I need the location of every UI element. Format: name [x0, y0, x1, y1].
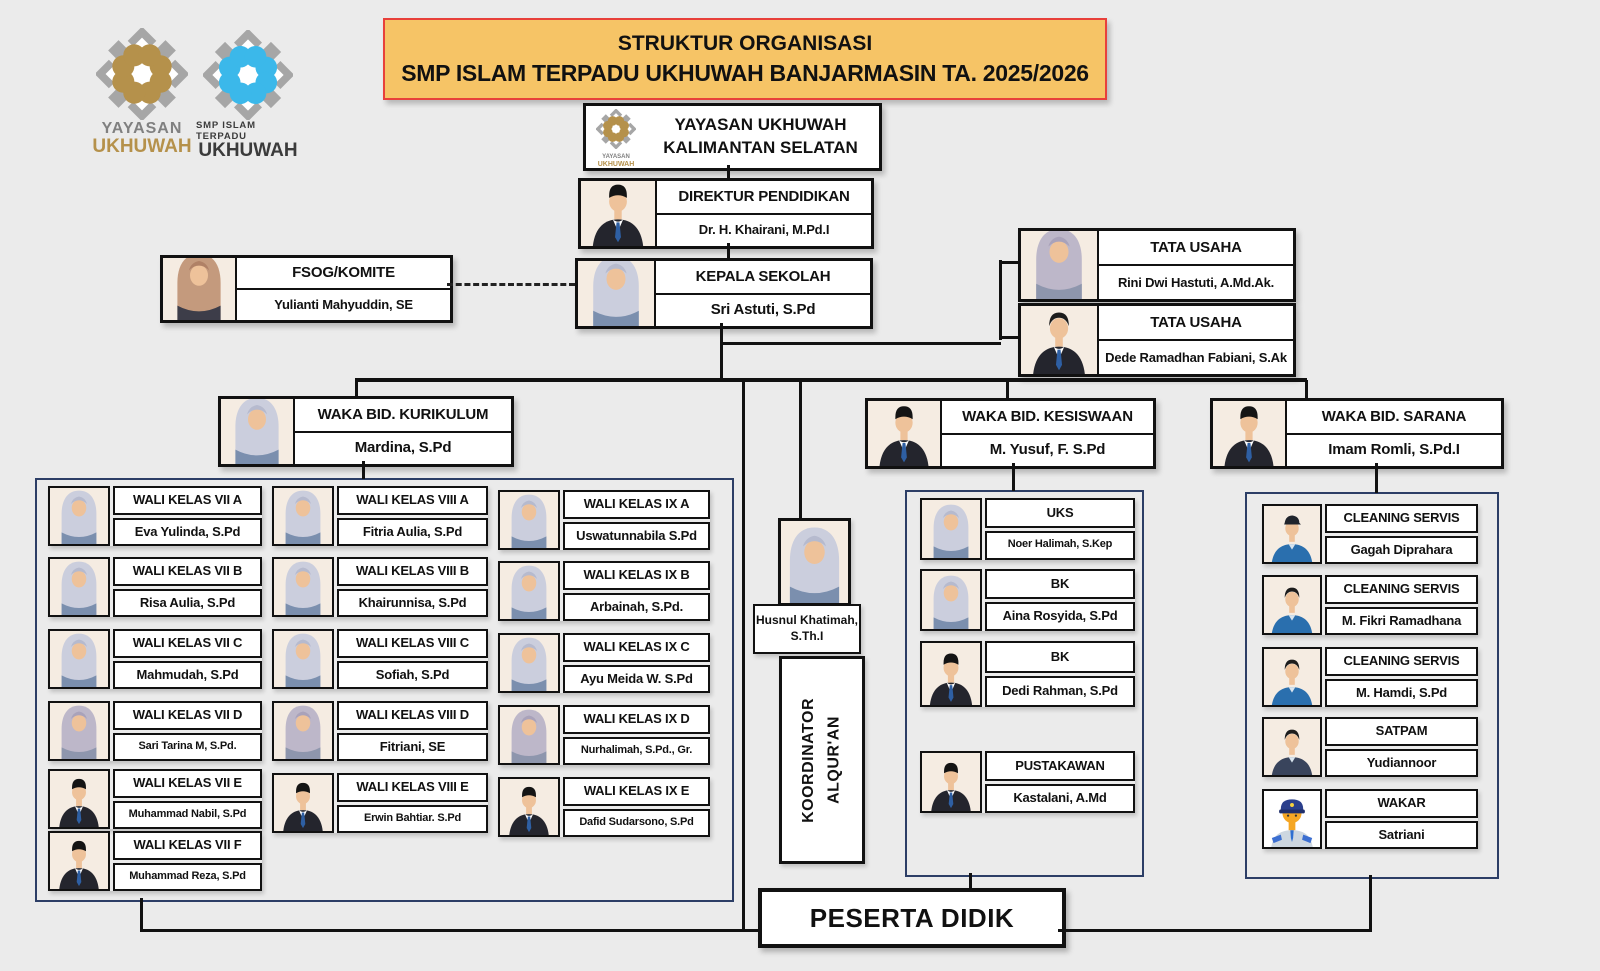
role-title: BK — [985, 569, 1135, 599]
connector-line — [1012, 463, 1015, 491]
connector-line — [999, 336, 1019, 339]
role-title: WALI KELAS IX A — [563, 490, 710, 519]
connector-line — [720, 323, 723, 381]
sarana-staff-box — [1262, 504, 1478, 564]
wali-kelas-vii-box — [48, 701, 262, 761]
wali-kelas-vii-box — [48, 831, 262, 891]
person-photo-man-peci-suit — [920, 751, 982, 813]
person-name: Gagah Diprahara — [1325, 536, 1478, 565]
banner-line1: STRUKTUR ORGANISASI — [617, 31, 873, 55]
wali-kelas-ix-box — [498, 490, 710, 550]
person-name: Arbainah, S.Pd. — [563, 593, 710, 622]
person-photo-man-peci-suit — [48, 831, 110, 891]
person-photo-woman-hijab-light — [920, 498, 982, 560]
role-title: WALI KELAS VII E — [113, 769, 262, 798]
connector-line — [1058, 929, 1371, 932]
yayasan-logo-text2: UKHUWAH — [92, 136, 192, 157]
title-banner — [383, 18, 1107, 100]
person-photo-woman-hijab-gray — [48, 701, 110, 761]
foundation-logo-caption: YAYASAN UKHUWAH — [597, 154, 635, 168]
role-title: WALI KELAS VIII D — [337, 701, 488, 730]
tata-usaha-box — [1018, 303, 1296, 377]
person-name: Dede Ramadhan Fabiani, S.Ak — [1099, 341, 1293, 374]
koordinator-role-label — [796, 698, 847, 823]
connector-line — [355, 378, 1307, 382]
person-photo-man-polo-blue — [1262, 575, 1322, 635]
person-photo-woman-hijab-light — [498, 490, 560, 550]
person-name: Kastalani, A.Md — [985, 784, 1135, 814]
person-name: Erwin Bahtiar. S.Pd — [337, 805, 488, 834]
person-name: M. Hamdi, S.Pd — [1325, 679, 1478, 708]
person-photo-woman-hijab-brown — [163, 258, 237, 320]
koordinator-role-box — [779, 656, 865, 864]
person-photo-woman-hijab-light — [272, 486, 334, 546]
foundation-box — [583, 103, 882, 171]
role-title: WAKA BID. KURIKULUM — [295, 399, 511, 433]
role-title: WALI KELAS VII D — [113, 701, 262, 730]
wali-kelas-vii-box — [48, 557, 262, 617]
person-photo-woman-hijab-light — [48, 486, 110, 546]
wali-kelas-ix-box — [498, 561, 710, 621]
person-photo-woman-hijab-gray — [272, 701, 334, 761]
koordinator-photo — [778, 518, 851, 606]
person-name: Aina Rosyida, S.Pd — [985, 602, 1135, 632]
person-name: Dedi Rahman, S.Pd — [985, 676, 1135, 708]
kesiswaan-staff-box — [920, 498, 1135, 560]
role-title: WALI KELAS VII C — [113, 629, 262, 658]
koordinator-role-line1: KOORDINATOR — [800, 697, 818, 823]
yayasan-logo-text1: YAYASAN — [101, 120, 183, 137]
role-title: WAKAR — [1325, 789, 1478, 818]
connector-line — [355, 380, 358, 397]
foundation-line2: KALIMANTAN SELATAN — [663, 138, 858, 157]
person-name: Eva Yulinda, S.Pd — [113, 518, 262, 547]
wali-kelas-viii-box — [272, 701, 488, 761]
role-title: FSOG/KOMITE — [237, 258, 450, 290]
foundation-title — [642, 114, 879, 160]
person-photo-man-peci-suit — [868, 401, 942, 466]
role-title: BK — [985, 641, 1135, 673]
person-name: Uswatunnabila S.Pd — [563, 522, 710, 551]
person-photo-woman-hijab-light — [920, 569, 982, 631]
connector-line — [727, 243, 730, 259]
role-title: TATA USAHA — [1099, 306, 1293, 341]
person-name: Nurhalimah, S.Pd., Gr. — [563, 737, 710, 766]
kesiswaan-staff-box — [920, 569, 1135, 631]
role-title: WAKA BID. SARANA — [1287, 401, 1501, 435]
sarana-staff-box — [1262, 647, 1478, 707]
sarana-staff-box — [1262, 789, 1478, 849]
role-title: WALI KELAS IX E — [563, 777, 710, 806]
role-title: WALI KELAS IX B — [563, 561, 710, 590]
connector-line — [999, 261, 1019, 264]
wali-kelas-viii-box — [272, 557, 488, 617]
role-title: KEPALA SEKOLAH — [656, 261, 870, 295]
person-photo-woman-hijab-gray — [1021, 231, 1099, 299]
peserta-didik-box: PESERTA DIDIK — [758, 888, 1066, 948]
person-photo-man-cap-polo — [1262, 504, 1322, 564]
person-name: Muhammad Reza, S.Pd — [113, 863, 262, 892]
person-photo-man-peci-suit — [920, 641, 982, 707]
connector-line — [140, 929, 758, 932]
role-title: PUSTAKAWAN — [985, 751, 1135, 781]
connector-line — [799, 380, 802, 518]
person-photo-man-peci-suit — [581, 181, 657, 246]
dashed-connector-line — [447, 283, 575, 286]
person-photo-man-peci-suit — [272, 773, 334, 833]
person-name: Mardina, S.Pd — [295, 433, 511, 465]
person-name: Ayu Meida W. S.Pd — [563, 665, 710, 694]
person-name: Noer Halimah, S.Kep — [985, 531, 1135, 561]
person-name: Yulianti Mahyuddin, SE — [237, 290, 450, 320]
connector-line — [720, 342, 1001, 345]
wali-kelas-ix-box — [498, 633, 710, 693]
koordinator-name: Husnul Khatimah, S.Th.I — [753, 604, 861, 654]
person-photo-woman-hijab-light — [578, 261, 656, 326]
person-photo-man-peci-suit — [498, 777, 560, 837]
person-name: Khairunnisa, S.Pd — [337, 589, 488, 618]
wali-kelas-viii-box — [272, 486, 488, 546]
connector-line — [1006, 380, 1009, 399]
role-title: CLEANING SERVIS — [1325, 504, 1478, 533]
role-title: WALI KELAS IX D — [563, 705, 710, 734]
foundation-logo — [590, 109, 642, 168]
person-name: Imam Romli, S.Pd.I — [1287, 435, 1501, 467]
person-name: M. Yusuf, F. S.Pd — [942, 435, 1153, 467]
person-name: Muhammad Nabil, S.Pd — [113, 801, 262, 830]
person-photo-man-suit-tie — [1021, 306, 1099, 374]
koordinator-role-line2: ALQUR'AN — [826, 716, 843, 804]
connector-line — [999, 260, 1002, 340]
person-name: Sari Tarina M, S.Pd. — [113, 733, 262, 762]
person-name: Sri Astuti, S.Pd — [656, 295, 870, 327]
connector-line — [140, 898, 143, 931]
yayasan-ukhuwah-logo — [92, 28, 192, 158]
sarana-staff-box — [1262, 575, 1478, 635]
banner-line2: SMP ISLAM TERPADU UKHUWAH BANJARMASIN TA. 2025/2026 — [401, 59, 1089, 86]
connector-line — [1369, 875, 1372, 932]
smp-logo-text2: UKHUWAH — [198, 140, 298, 161]
role-title: WALI KELAS IX C — [563, 633, 710, 662]
role-title: WALI KELAS VII B — [113, 557, 262, 586]
person-name: Fitria Aulia, S.Pd — [337, 518, 488, 547]
fsog-komite-box — [160, 255, 453, 323]
person-name: Sofiah, S.Pd — [337, 661, 488, 690]
person-photo-woman-hijab-light — [498, 561, 560, 621]
role-title: WALI KELAS VIII C — [337, 629, 488, 658]
person-photo-man-peci-suit — [48, 769, 110, 829]
kesiswaan-staff-box — [920, 751, 1135, 813]
person-name: Yudiannoor — [1325, 749, 1478, 778]
smp-flower-icon — [203, 30, 293, 120]
role-title: WAKA BID. KESISWAAN — [942, 401, 1153, 435]
wali-kelas-ix-box — [498, 777, 710, 837]
role-title: WALI KELAS VII F — [113, 831, 262, 860]
smp-logo-text1: SMP ISLAM TERPADU — [196, 120, 256, 142]
connector-line — [742, 380, 745, 932]
person-name: Rini Dwi Hastuti, A.Md.Ak. — [1099, 266, 1293, 299]
kepala-sekolah-box — [575, 258, 873, 329]
role-title: WALI KELAS VIII B — [337, 557, 488, 586]
connector-line — [969, 873, 972, 889]
yayasan-flower-icon — [96, 28, 188, 120]
person-photo-man-polo-blue — [1262, 647, 1322, 707]
connector-line — [362, 461, 365, 479]
wali-kelas-viii-box — [272, 773, 488, 833]
connector-line — [727, 165, 730, 179]
kesiswaan-staff-box — [920, 641, 1135, 707]
person-photo-woman-hijab-gray — [498, 705, 560, 765]
role-title: SATPAM — [1325, 717, 1478, 746]
wali-kelas-vii-box — [48, 769, 262, 829]
person-photo-woman-hijab-light — [498, 633, 560, 693]
person-photo-woman-hijab-light — [221, 399, 295, 464]
person-name: Dafid Sudarsono, S.Pd — [563, 809, 710, 838]
direktur-box — [578, 178, 874, 249]
person-photo-woman-hijab-light — [48, 557, 110, 617]
person-photo-guard-cartoon — [1262, 789, 1322, 849]
role-title: WALI KELAS VIII A — [337, 486, 488, 515]
waka-box — [1210, 398, 1504, 469]
wali-kelas-vii-box — [48, 629, 262, 689]
role-title: DIREKTUR PENDIDIKAN — [657, 181, 871, 215]
role-title: WALI KELAS VIII E — [337, 773, 488, 802]
connector-line — [1305, 380, 1308, 399]
role-title: WALI KELAS VII A — [113, 486, 262, 515]
person-photo-woman-hijab-light — [48, 629, 110, 689]
foundation-line1: YAYASAN UKHUWAH — [674, 115, 847, 135]
connector-line — [1375, 463, 1378, 493]
person-photo-man-peci-suit — [1213, 401, 1287, 466]
person-name: Mahmudah, S.Pd — [113, 661, 262, 690]
wali-kelas-viii-box — [272, 629, 488, 689]
person-name: M. Fikri Ramadhana — [1325, 607, 1478, 636]
person-name: Fitriani, SE — [337, 733, 488, 762]
wali-kelas-vii-box — [48, 486, 262, 546]
role-title: TATA USAHA — [1099, 231, 1293, 266]
waka-box — [218, 396, 514, 467]
smp-ukhuwah-logo — [196, 30, 300, 162]
sarana-staff-box — [1262, 717, 1478, 777]
wali-kelas-ix-box — [498, 705, 710, 765]
person-photo-woman-hijab-light — [272, 629, 334, 689]
waka-box — [865, 398, 1156, 469]
person-name: Dr. H. Khairani, M.Pd.I — [657, 215, 871, 247]
tata-usaha-box — [1018, 228, 1296, 302]
person-photo-man-navy-shirt — [1262, 717, 1322, 777]
person-name: Satriani — [1325, 821, 1478, 850]
foundation-flower-icon — [596, 109, 636, 154]
role-title: CLEANING SERVIS — [1325, 647, 1478, 676]
role-title: CLEANING SERVIS — [1325, 575, 1478, 604]
person-name: Risa Aulia, S.Pd — [113, 589, 262, 618]
role-title: UKS — [985, 498, 1135, 528]
person-photo-woman-hijab-light — [272, 557, 334, 617]
